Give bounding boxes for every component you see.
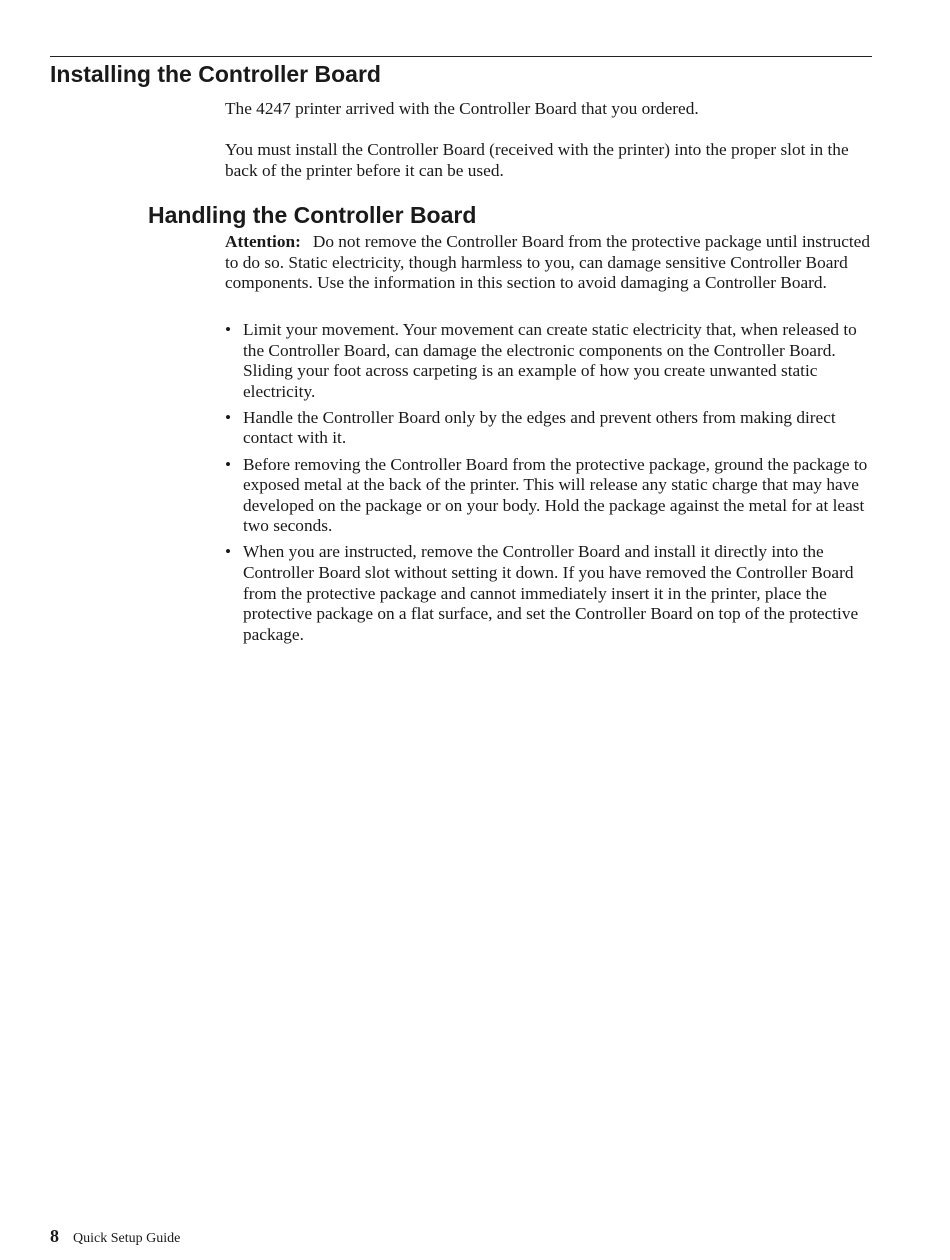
list-item-text: Before removing the Controller Board from the protective package, ground the package to exposed metal at the back of the printer. This will release any static charge that may have developed on the package or on your body. Hold the package against the metal for at least two seconds. — [243, 454, 868, 536]
section-title: Installing the Controller Board — [50, 61, 381, 87]
handling-guidelines-list — [225, 320, 875, 651]
bullet-icon: • — [225, 320, 232, 339]
page-number: 8 — [50, 1226, 59, 1246]
bullet-icon: • — [225, 407, 232, 427]
guide-name: Quick Setup Guide — [73, 1231, 181, 1246]
bullet-icon: • — [225, 454, 232, 474]
attention-label: Attention: — [225, 232, 301, 251]
bullet-icon: • — [225, 542, 232, 562]
list-item-text: Handle the Controller Board only by the edges and prevent others from making direct contact with it. — [243, 407, 836, 448]
list-item — [225, 455, 875, 537]
list-item-text: Limit your movement. Your movement can create static electricity that, when released to the Controller Board, can damage the electronic components on the Controller Board. Sliding your foot across carpeting is an example of how you create unwanted static electricity. — [243, 320, 857, 401]
list-item — [225, 542, 875, 645]
intro-paragraph: The 4247 printer arrived with the Controller Board that you ordered. — [225, 99, 699, 118]
list-item — [225, 408, 875, 449]
list-item-text: When you are instructed, remove the Controller Board and install it directly into the Controller Board slot without setting it down. If you have removed the Controller Board from the protective package and cannot immediately insert it in the printer, place the protective package on a flat surface, and set the Controller Board on top of the protective package. — [243, 542, 859, 644]
list-item — [225, 320, 875, 402]
attention-notice — [225, 232, 875, 294]
page-footer — [50, 1226, 180, 1247]
install-paragraph: You must install the Controller Board (received with the printer) into the proper slot in the back of the printer before it can be used. — [225, 140, 849, 180]
subsection-title: Handling the Controller Board — [148, 202, 477, 228]
header-rule — [50, 56, 872, 57]
attention-text: Do not remove the Controller Board from the protective package until instructed to do so. Static electricity, though harmless to you, can damage sensitive Controller Board components. Use the information in this section to avoid damaging a Controller Board. — [225, 232, 870, 293]
